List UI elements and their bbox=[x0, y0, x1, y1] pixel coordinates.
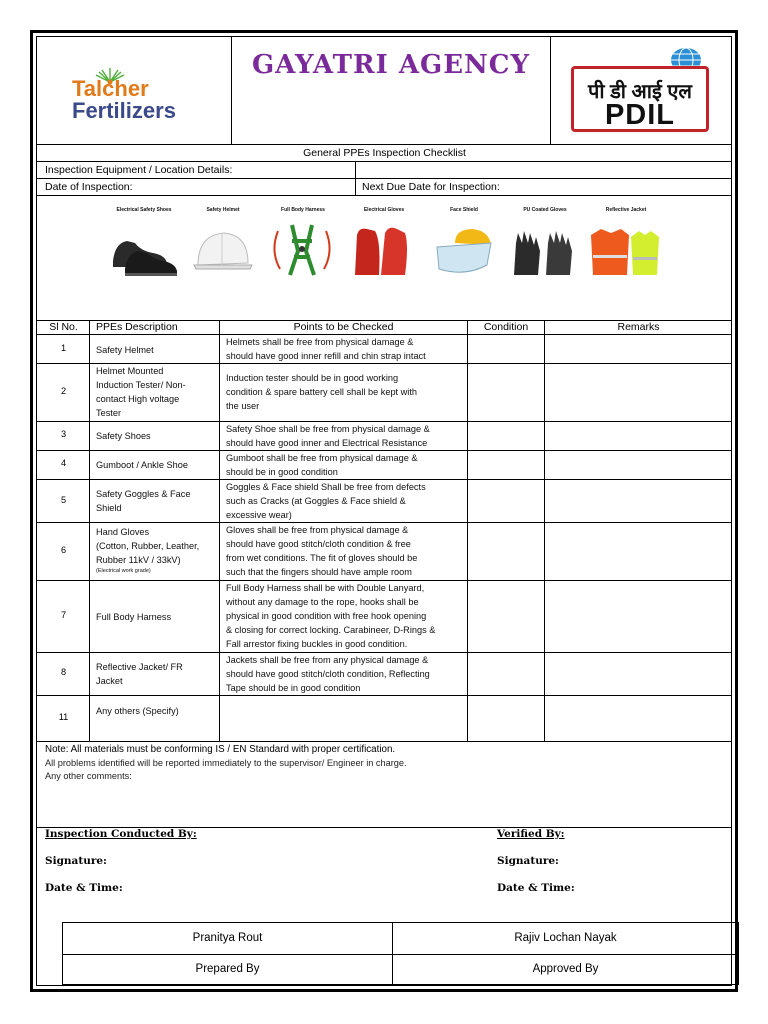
row-sl: 6 bbox=[60, 545, 67, 555]
row-sl: 5 bbox=[60, 495, 67, 505]
condition-cell[interactable] bbox=[468, 335, 544, 363]
rule bbox=[37, 195, 732, 196]
row-description: Any others (Specify) bbox=[96, 706, 179, 716]
row-points: Gumboot shall be free from physical damage & should be in good condition bbox=[226, 453, 418, 477]
condition-cell[interactable] bbox=[468, 422, 544, 450]
rule bbox=[37, 178, 732, 179]
ppe-label: Full Body Harness bbox=[281, 207, 325, 213]
row-description: Safety Helmet bbox=[96, 345, 154, 355]
ppe-label: Safety Helmet bbox=[206, 207, 240, 213]
agency-title: GAYATRI AGENCY bbox=[251, 50, 531, 80]
col-header-condition: Condition bbox=[483, 321, 529, 333]
row-points: Jackets shall be free from any physical damage & should have good stitch/cloth condition, Reflecting Tape should be in good condition bbox=[226, 655, 430, 693]
pdil-logo-text: PDIL bbox=[604, 99, 676, 131]
col-header-points: Points to be Checked bbox=[293, 321, 394, 333]
ppe-card-face-shield bbox=[425, 207, 503, 277]
form-title: General PPEs Inspection Checklist bbox=[303, 147, 466, 159]
ppe-card-jacket bbox=[587, 207, 665, 277]
gloves-icon bbox=[345, 221, 421, 279]
verified-by-label: Verified By: bbox=[497, 828, 565, 840]
harness-icon bbox=[264, 221, 340, 279]
rule bbox=[37, 161, 732, 162]
condition-cell[interactable] bbox=[468, 653, 544, 695]
approved-by-name: Rajiv Lochan Nayak bbox=[514, 932, 617, 944]
shoe-icon bbox=[105, 221, 181, 279]
ppe-card-harness bbox=[264, 207, 342, 277]
condition-cell[interactable] bbox=[468, 696, 544, 741]
next-due-date-label: Next Due Date for Inspection: bbox=[362, 181, 500, 193]
row-points: Full Body Harness shall be with Double Lanyard, without any damage to the rope, hooks shall be physical in good condition with free hook opening & closing for correct locking. Carabineer, D-Rings & Fall arrestor fixing buckles in good condition. bbox=[226, 583, 436, 649]
prepared-by-label: Prepared By bbox=[195, 963, 260, 975]
ppe-label: Electrical Safety Shoes bbox=[116, 207, 172, 213]
row-description-note: (Electrical work grade) bbox=[96, 568, 151, 574]
row-sl: 11 bbox=[58, 712, 69, 722]
signature-label-right: Signature: bbox=[497, 855, 559, 867]
approval-box bbox=[62, 922, 739, 985]
condition-cell[interactable] bbox=[468, 480, 544, 522]
remarks-cell[interactable] bbox=[545, 653, 732, 695]
inspection-conducted-by-label: Inspection Conducted By: bbox=[45, 828, 197, 840]
helmet-icon bbox=[184, 221, 260, 279]
ppe-card-helmet bbox=[184, 207, 262, 277]
face-shield-icon bbox=[425, 221, 501, 279]
header-divider-right bbox=[550, 37, 551, 144]
ppe-card-shoes bbox=[105, 207, 183, 277]
row-sl: 4 bbox=[60, 458, 67, 468]
prepared-by-name: Pranitya Rout bbox=[192, 932, 263, 944]
row-sl: 3 bbox=[60, 429, 67, 439]
remarks-cell[interactable] bbox=[545, 422, 732, 450]
row-description: Gumboot / Ankle Shoe bbox=[96, 460, 188, 470]
row-description: Helmet Mounted Induction Tester/ Non- contact High voltage Tester bbox=[96, 366, 186, 418]
col-header-description: PPEs Description bbox=[96, 321, 178, 333]
ppe-label: PU Coated Gloves bbox=[523, 207, 567, 213]
remarks-cell[interactable] bbox=[545, 364, 732, 421]
date-of-inspection-label: Date of Inspection: bbox=[45, 181, 133, 193]
row-points: Gloves shall be free from physical damage & should have good stitch/cloth condition & free from wet conditions. The fit of gloves should be such that the fingers should have ample room bbox=[226, 525, 418, 577]
pdil-hindi-text: पी डी आई एल bbox=[588, 81, 692, 103]
row-sl: 1 bbox=[60, 343, 67, 353]
ppe-label: Reflective Jacket bbox=[605, 207, 647, 213]
row-description: Safety Shoes bbox=[96, 431, 151, 441]
remarks-cell[interactable] bbox=[545, 581, 732, 652]
row-points: Safety Shoe shall be free from physical damage & should have good inner and Electrical Resistance bbox=[226, 424, 430, 448]
ppe-label: Face Shield bbox=[450, 207, 478, 213]
row-description: Full Body Harness bbox=[96, 612, 172, 622]
ppe-label: Electrical Gloves bbox=[363, 207, 405, 213]
pu-gloves-icon bbox=[506, 221, 582, 279]
fertilizers-logo-text: Fertilizers bbox=[72, 98, 176, 123]
condition-cell[interactable] bbox=[468, 451, 544, 479]
row-sl: 8 bbox=[60, 667, 67, 677]
points-cell[interactable] bbox=[220, 696, 467, 741]
row-points: Induction tester should be in good working condition & spare battery cell shall be kept with the user bbox=[226, 373, 417, 411]
remarks-cell[interactable] bbox=[545, 451, 732, 479]
remarks-cell[interactable] bbox=[545, 480, 732, 522]
note-other-comments: Any other comments: bbox=[45, 771, 132, 781]
col-header-sl: Sl No. bbox=[49, 321, 78, 333]
pdil-logo-box bbox=[571, 66, 709, 132]
approved-by-label: Approved By bbox=[532, 963, 599, 975]
datetime-label-left: Date & Time: bbox=[45, 882, 123, 894]
remarks-cell[interactable] bbox=[545, 696, 732, 741]
datetime-label-right: Date & Time: bbox=[497, 882, 575, 894]
talcher-logo-text: Talcher bbox=[72, 76, 149, 101]
ppe-card-pu-gloves bbox=[506, 207, 584, 277]
row-description: Safety Goggles & Face Shield bbox=[96, 489, 191, 513]
row-points: Goggles & Face shield Shall be free from defects such as Cracks (at Goggles & Face shield & excessive wear) bbox=[226, 482, 426, 520]
ppe-card-electrical-gloves bbox=[345, 207, 423, 277]
remarks-cell[interactable] bbox=[545, 335, 732, 363]
condition-cell[interactable] bbox=[468, 364, 544, 421]
row-sl: 2 bbox=[60, 386, 67, 396]
condition-cell[interactable] bbox=[468, 581, 544, 652]
note-standards: Note: All materials must be conforming IS / EN Standard with proper certification. bbox=[45, 744, 396, 755]
header-bottom-rule bbox=[37, 144, 732, 145]
row-description: Hand Gloves (Cotton, Rubber, Leather, Rubber 11kV / 33kV) (Electrical work grade) bbox=[96, 527, 200, 574]
jacket-icon bbox=[587, 221, 663, 279]
equipment-location-label: Inspection Equipment / Location Details: bbox=[45, 164, 233, 176]
signature-label-left: Signature: bbox=[45, 855, 107, 867]
note-problems: All problems identified will be reported immediately to the supervisor/ Engineer in charge. bbox=[45, 758, 407, 768]
col-header-remarks: Remarks bbox=[617, 321, 660, 333]
row-points: Helmets shall be free from physical damage & should have good inner refill and chin strap intact bbox=[226, 337, 426, 361]
remarks-cell[interactable] bbox=[545, 523, 732, 580]
condition-cell[interactable] bbox=[468, 523, 544, 580]
row-sl: 7 bbox=[60, 610, 67, 620]
row-description: Reflective Jacket/ FR Jacket bbox=[96, 662, 183, 686]
